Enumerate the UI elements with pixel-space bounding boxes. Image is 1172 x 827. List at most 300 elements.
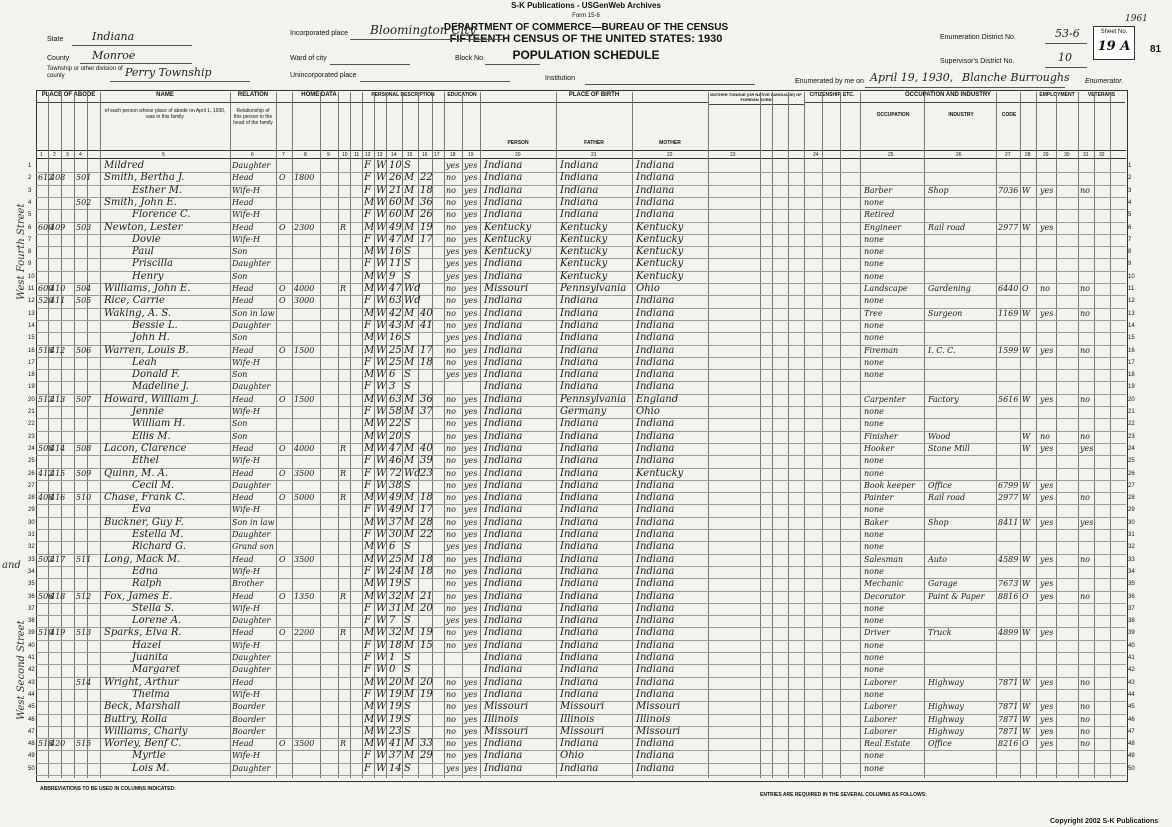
row-number-right: 49 <box>1128 753 1135 760</box>
cell-cls: W <box>1022 308 1031 318</box>
cell-age: 49 <box>389 221 402 233</box>
cell-age: 19 <box>389 688 402 700</box>
cell-rel: Son in law <box>232 517 275 527</box>
cell-ms: S <box>404 479 411 491</box>
cell-occ: Laborer <box>864 677 897 687</box>
cell-mbp: Indiana <box>636 479 675 491</box>
cell-mbp: Indiana <box>636 492 675 504</box>
cell-ms: M <box>404 529 415 540</box>
cell-fbp: Indiana <box>560 688 599 700</box>
cell-occ: none <box>864 407 884 416</box>
cell-code: 2977 <box>998 222 1019 232</box>
cell-occ: none <box>864 234 884 244</box>
birth-father-head: FATHER <box>584 140 604 146</box>
section-education: EDUCATION <box>444 92 480 103</box>
cell-bp: Indiana <box>484 344 523 356</box>
row-number: 19 <box>28 384 35 391</box>
industry-head: INDUSTRY <box>948 112 974 118</box>
cell-fam: 504 <box>76 284 92 293</box>
cell-rel: Grand son <box>232 542 274 552</box>
cell-read: yes <box>464 333 478 343</box>
cell-ind: Truck <box>928 628 952 638</box>
cell-dw: 416 <box>50 493 66 503</box>
row-number: 44 <box>28 691 35 698</box>
cell-cls: W <box>1022 394 1031 404</box>
cell-agem: 15 <box>420 639 433 651</box>
cell-mbp: Ohio <box>636 283 660 294</box>
cell-occ: Fireman <box>864 345 899 355</box>
cell-ms: S <box>404 332 411 344</box>
cell-ms: M <box>404 209 415 221</box>
cell-race: W <box>376 664 387 676</box>
cell-age: 25 <box>389 356 402 368</box>
cell-occ: Barber <box>864 185 893 195</box>
cell-rel: Head <box>232 345 254 355</box>
cell-dw: 418 <box>50 591 66 601</box>
margin-note-and: and <box>2 560 21 571</box>
cell-rel: Wife-H <box>232 234 261 244</box>
row-number-right: 9 <box>1128 261 1132 268</box>
cell-fam: 513 <box>76 628 92 638</box>
cell-sex: F <box>364 688 371 700</box>
cell-mbp: Illinois <box>636 713 671 725</box>
cell-ind: Highway <box>928 726 964 736</box>
cell-occ: Baker <box>864 517 889 527</box>
cell-race: W <box>376 615 387 627</box>
cell-sex: F <box>364 406 371 417</box>
cell-read: yes <box>464 689 478 699</box>
cell-occ: Decorator <box>864 591 905 601</box>
cell-age: 37 <box>389 750 402 762</box>
cell-sex: M <box>364 332 375 344</box>
cell-mbp: Indiana <box>636 295 675 307</box>
cell-race: W <box>376 319 387 331</box>
cell-mbp: Missouri <box>636 701 681 713</box>
cell-race: W <box>376 184 387 196</box>
cell-race: W <box>376 479 387 491</box>
cell-mbp: Ohio <box>636 406 660 417</box>
cell-ms: M <box>404 172 415 184</box>
cell-value: 3500 <box>294 468 315 478</box>
cell-rel: Daughter <box>232 161 271 170</box>
cell-tenure: O <box>279 222 286 232</box>
cell-bp: Indiana <box>484 479 523 491</box>
section-employment: EMPLOYMENT <box>1036 92 1078 103</box>
cell-read: yes <box>464 616 478 626</box>
cell-street: 600 <box>38 284 54 293</box>
cell-mbp: Indiana <box>636 676 675 688</box>
cell-bp: Missouri <box>484 283 529 294</box>
cell-name: Cecil M. <box>132 479 175 491</box>
row-number: 27 <box>28 482 35 489</box>
cell-name: Esther M. <box>132 184 183 196</box>
cell-mbp: Indiana <box>636 319 675 331</box>
cell-sex: M <box>364 344 375 356</box>
cell-rel: Head <box>232 394 254 404</box>
cell-occ: Carpenter <box>864 394 906 404</box>
cell-vet: no <box>1080 726 1090 736</box>
cell-agem: 20 <box>420 676 433 688</box>
cell-ms: M <box>404 627 415 639</box>
cell-emp: yes <box>1040 493 1054 503</box>
cell-code: 6799 <box>998 480 1019 490</box>
state-label: State <box>47 36 64 43</box>
row-number: 10 <box>28 273 35 280</box>
cell-age: 3 <box>389 381 396 393</box>
cell-read: yes <box>464 542 478 552</box>
cell-name: Rice, Carrie <box>104 295 165 307</box>
cell-mbp: Indiana <box>636 762 675 774</box>
cell-rel: Son <box>232 247 248 257</box>
row-number: 42 <box>28 667 35 674</box>
cell-read: yes <box>464 296 478 306</box>
cell-cls: W <box>1022 579 1031 589</box>
row-number: 46 <box>28 716 35 723</box>
section-name: NAME <box>100 92 230 103</box>
cell-age: 16 <box>389 332 402 344</box>
cell-agem: 19 <box>420 221 433 233</box>
cell-agem: 36 <box>420 393 433 405</box>
cell-school: no <box>446 197 456 207</box>
cell-agem: 19 <box>420 688 433 700</box>
cell-mbp: Indiana <box>636 602 675 614</box>
cell-rel: Head <box>232 284 254 293</box>
cell-read: yes <box>464 370 478 380</box>
cell-bp: Missouri <box>484 701 529 713</box>
cell-rel: Daughter <box>232 653 271 662</box>
cell-agem: 17 <box>420 344 433 356</box>
cell-rel: Daughter <box>232 320 271 330</box>
cell-ms: S <box>404 664 411 676</box>
cell-rel: Son in law <box>232 308 275 318</box>
cell-name: Smith, Bertha J. <box>104 172 185 184</box>
cell-sex: F <box>364 565 371 577</box>
cell-school: no <box>446 677 456 687</box>
cell-age: 14 <box>389 762 402 774</box>
row-number: 8 <box>28 249 32 256</box>
row-number-right: 1 <box>1128 163 1132 169</box>
cell-name: Long, Mack M. <box>104 553 181 565</box>
cell-read: yes <box>464 222 478 232</box>
row-number: 36 <box>28 593 35 600</box>
cell-ms: M <box>404 602 415 614</box>
cell-ms: S <box>404 615 411 627</box>
cell-fbp: Indiana <box>560 381 599 393</box>
cell-fbp: Indiana <box>560 418 599 430</box>
row-number: 26 <box>28 470 35 477</box>
cell-mbp: Indiana <box>636 627 675 639</box>
cell-race: W <box>376 406 387 417</box>
cell-read: yes <box>464 468 478 478</box>
cell-bp: Indiana <box>484 738 523 750</box>
cell-cls: W <box>1022 222 1031 232</box>
cell-mbp: Indiana <box>636 307 675 319</box>
cell-age: 43 <box>389 319 402 331</box>
cell-ms: S <box>404 369 411 381</box>
cell-cls: W <box>1022 517 1031 527</box>
row-number-right: 50 <box>1128 765 1135 772</box>
cell-fbp: Indiana <box>560 344 599 356</box>
cell-emp: yes <box>1040 308 1054 318</box>
cell-bp: Indiana <box>484 652 523 663</box>
cell-bp: Indiana <box>484 762 523 774</box>
cell-emp: yes <box>1040 185 1054 195</box>
cell-age: 18 <box>389 639 402 651</box>
cell-bp: Kentucky <box>484 221 532 233</box>
place-value: Bloomington City <box>370 23 476 37</box>
cell-mbp: Indiana <box>636 369 675 381</box>
cell-age: 63 <box>389 295 402 307</box>
cell-code: 7871 <box>998 677 1019 687</box>
cell-race: W <box>376 627 387 639</box>
cell-age: 25 <box>389 553 402 565</box>
cell-race: W <box>376 455 387 467</box>
cell-occ: Tree <box>864 308 883 318</box>
cell-age: 6 <box>389 541 396 553</box>
row-number-right: 45 <box>1128 704 1135 711</box>
cell-ms: Wd <box>404 283 421 294</box>
cell-vet: no <box>1080 308 1090 318</box>
cell-ms: S <box>404 713 411 725</box>
cell-fbp: Indiana <box>560 602 599 614</box>
cell-name: Worley, Benf C. <box>104 738 182 750</box>
cell-name: Buckner, Guy F. <box>104 516 184 528</box>
cell-agem: 26 <box>420 209 433 221</box>
cell-sex: F <box>364 209 371 221</box>
row-number: 23 <box>28 433 35 440</box>
ed-label: Enumeration District No. <box>940 34 1016 41</box>
cell-rel: Head <box>232 173 254 183</box>
cell-race: W <box>376 553 387 565</box>
row-number: 24 <box>28 445 35 452</box>
cell-mbp: Indiana <box>636 578 675 590</box>
cell-age: 24 <box>389 565 402 577</box>
cell-sex: M <box>364 442 375 454</box>
township-label: Township or other division of county <box>47 66 123 79</box>
cell-age: 60 <box>389 196 402 208</box>
cell-ind: Gardening <box>928 284 971 293</box>
row-number-right: 27 <box>1128 482 1135 489</box>
cell-rel: Wife-H <box>232 603 261 613</box>
cell-sex: M <box>364 701 375 713</box>
cell-fbp: Indiana <box>560 639 599 651</box>
cell-emp: yes <box>1040 517 1054 527</box>
cell-occ: none <box>864 320 884 330</box>
cell-ms: S <box>404 418 411 430</box>
cell-agem: 19 <box>420 627 433 639</box>
cell-race: W <box>376 209 387 221</box>
cell-bp: Indiana <box>484 504 523 516</box>
cell-read: yes <box>464 579 478 589</box>
cell-rel: Wife-H <box>232 407 261 416</box>
cell-fam: 505 <box>76 296 92 306</box>
cell-name: Lorene A. <box>132 615 182 627</box>
cell-name: Lois M. <box>132 762 170 774</box>
cell-school: no <box>446 493 456 503</box>
cell-fam: 502 <box>76 197 92 207</box>
cell-street: 510 <box>38 628 54 638</box>
cell-bp: Indiana <box>484 516 523 528</box>
cell-street: 508 <box>38 443 54 453</box>
row-number-right: 28 <box>1128 495 1135 502</box>
cell-radio: R <box>340 468 347 478</box>
cell-read: yes <box>464 480 478 490</box>
section-home-data: HOME DATA <box>276 92 362 103</box>
cell-rel: Son <box>232 271 248 281</box>
block-label: Block No. <box>455 55 485 62</box>
cell-school: no <box>446 468 456 478</box>
cell-fbp: Indiana <box>560 565 599 577</box>
cell-sex: M <box>364 541 375 553</box>
cell-mbp: Kentucky <box>636 258 684 270</box>
cell-name: Sparks, Elva R. <box>104 627 182 639</box>
cell-agem: 18 <box>420 565 433 577</box>
cell-bp: Indiana <box>484 393 523 405</box>
row-number-right: 21 <box>1128 409 1135 415</box>
name-subhead: of each person whose place of abode on April 1, 1930, was in this family <box>104 108 226 120</box>
cell-vet: no <box>1080 431 1090 441</box>
cell-name: Madeline J. <box>132 381 189 393</box>
row-number: 7 <box>28 236 32 243</box>
cell-school: no <box>446 431 456 441</box>
row-number-right: 3 <box>1128 187 1132 194</box>
cell-agem: 18 <box>420 356 433 368</box>
row-number: 35 <box>28 581 35 588</box>
cell-name: Thelma <box>132 688 170 700</box>
cell-name: Estella M. <box>132 529 184 540</box>
cell-occ: none <box>864 763 884 773</box>
cell-ms: M <box>404 307 415 319</box>
cell-fam: 501 <box>76 173 92 183</box>
cell-age: 58 <box>389 406 402 417</box>
cell-rel: Head <box>232 443 254 453</box>
enumerator-role: Enumerator. <box>1085 78 1124 85</box>
cell-read: yes <box>464 530 478 539</box>
row-number: 48 <box>28 741 35 748</box>
cell-school: no <box>446 480 456 490</box>
cell-fbp: Indiana <box>560 356 599 368</box>
cell-sex: M <box>364 270 375 282</box>
cell-street: 612 <box>38 173 54 183</box>
cell-cls: O <box>1022 284 1029 293</box>
cell-street: 506 <box>38 591 54 601</box>
cell-mbp: Indiana <box>636 590 675 602</box>
cell-ms: S <box>404 652 411 663</box>
section-personal: PERSONAL DESCRIPTION <box>362 92 444 103</box>
row-number-right: 26 <box>1128 470 1135 477</box>
cell-tenure: O <box>279 173 286 183</box>
cell-mbp: Indiana <box>636 455 675 467</box>
cell-fbp: Indiana <box>560 504 599 516</box>
cell-sex: F <box>364 455 371 467</box>
cell-race: W <box>376 676 387 688</box>
ed-value: 53-6 <box>1055 27 1080 40</box>
cell-name: Buttry, Rolla <box>104 713 168 725</box>
cell-occ: Finisher <box>864 431 898 441</box>
cell-name: Priscilla <box>132 258 173 270</box>
cell-age: 26 <box>389 172 402 184</box>
cell-cls: O <box>1022 591 1029 601</box>
cell-occ: Engineer <box>864 222 902 232</box>
enumerated-label: Enumerated by me on <box>795 78 864 85</box>
cell-sex: F <box>364 750 371 762</box>
cell-bp: Indiana <box>484 590 523 602</box>
cell-mbp: England <box>636 393 679 405</box>
row-number: 41 <box>28 655 35 661</box>
cell-emp: yes <box>1040 726 1054 736</box>
cell-name: Howard, William J. <box>104 393 199 405</box>
cell-bp: Illinois <box>484 713 519 725</box>
cell-vet: no <box>1080 284 1090 293</box>
cell-race: W <box>376 713 387 725</box>
cell-radio: R <box>340 739 347 749</box>
cell-read: yes <box>464 456 478 466</box>
cell-agem: 22 <box>420 172 433 184</box>
cell-occ: none <box>864 271 884 281</box>
cell-agem: 17 <box>420 504 433 516</box>
cell-rel: Head <box>232 296 254 306</box>
cell-name: Leah <box>132 356 157 368</box>
cell-race: W <box>376 602 387 614</box>
cell-age: 60 <box>389 209 402 221</box>
cell-rel: Head <box>232 493 254 503</box>
cell-emp: yes <box>1040 714 1054 724</box>
cell-emp: yes <box>1040 222 1054 232</box>
cell-emp: yes <box>1040 628 1054 638</box>
cell-occ: none <box>864 468 884 478</box>
cell-age: 30 <box>389 529 402 540</box>
cell-tenure: O <box>279 345 286 355</box>
cell-bp: Indiana <box>484 442 523 454</box>
cell-school: no <box>446 357 456 367</box>
cell-age: 9 <box>389 270 396 282</box>
cell-rel: Head <box>232 197 254 207</box>
schedule-title: POPULATION SCHEDULE <box>512 48 660 62</box>
cell-occ: Laborer <box>864 714 897 724</box>
relation-subhead: Relationship of this person to the head of the family <box>233 108 273 126</box>
cell-occ: none <box>864 566 884 576</box>
row-number: 1 <box>28 163 32 169</box>
cell-fbp: Kentucky <box>560 270 608 282</box>
cell-cls: O <box>1022 739 1029 749</box>
cell-race: W <box>376 541 387 553</box>
cell-fbp: Indiana <box>560 184 599 196</box>
cell-race: W <box>376 344 387 356</box>
row-number: 30 <box>28 519 35 526</box>
cell-name: Margaret <box>132 664 181 676</box>
cell-occ: none <box>864 370 884 380</box>
row-number: 4 <box>28 199 32 206</box>
place-label: Incorporated place <box>290 30 348 37</box>
cell-occ: Landscape <box>864 284 908 293</box>
cell-code: 6440 <box>998 284 1019 293</box>
cell-school: no <box>446 714 456 724</box>
cell-mbp: Indiana <box>636 430 675 442</box>
cell-name: Hazel <box>132 639 162 651</box>
cell-mbp: Indiana <box>636 356 675 368</box>
cell-ms: M <box>404 504 415 516</box>
cell-school: no <box>446 579 456 589</box>
cell-mbp: Missouri <box>636 725 681 737</box>
cell-fbp: Missouri <box>560 701 605 713</box>
cell-ind: Paint & Paper <box>928 591 985 601</box>
cell-fam: 509 <box>76 468 92 478</box>
cell-occ: none <box>864 530 884 539</box>
cell-race: W <box>376 750 387 762</box>
cell-read: yes <box>464 591 478 601</box>
cell-ms: M <box>404 233 415 245</box>
cell-name: Juanita <box>132 652 169 663</box>
